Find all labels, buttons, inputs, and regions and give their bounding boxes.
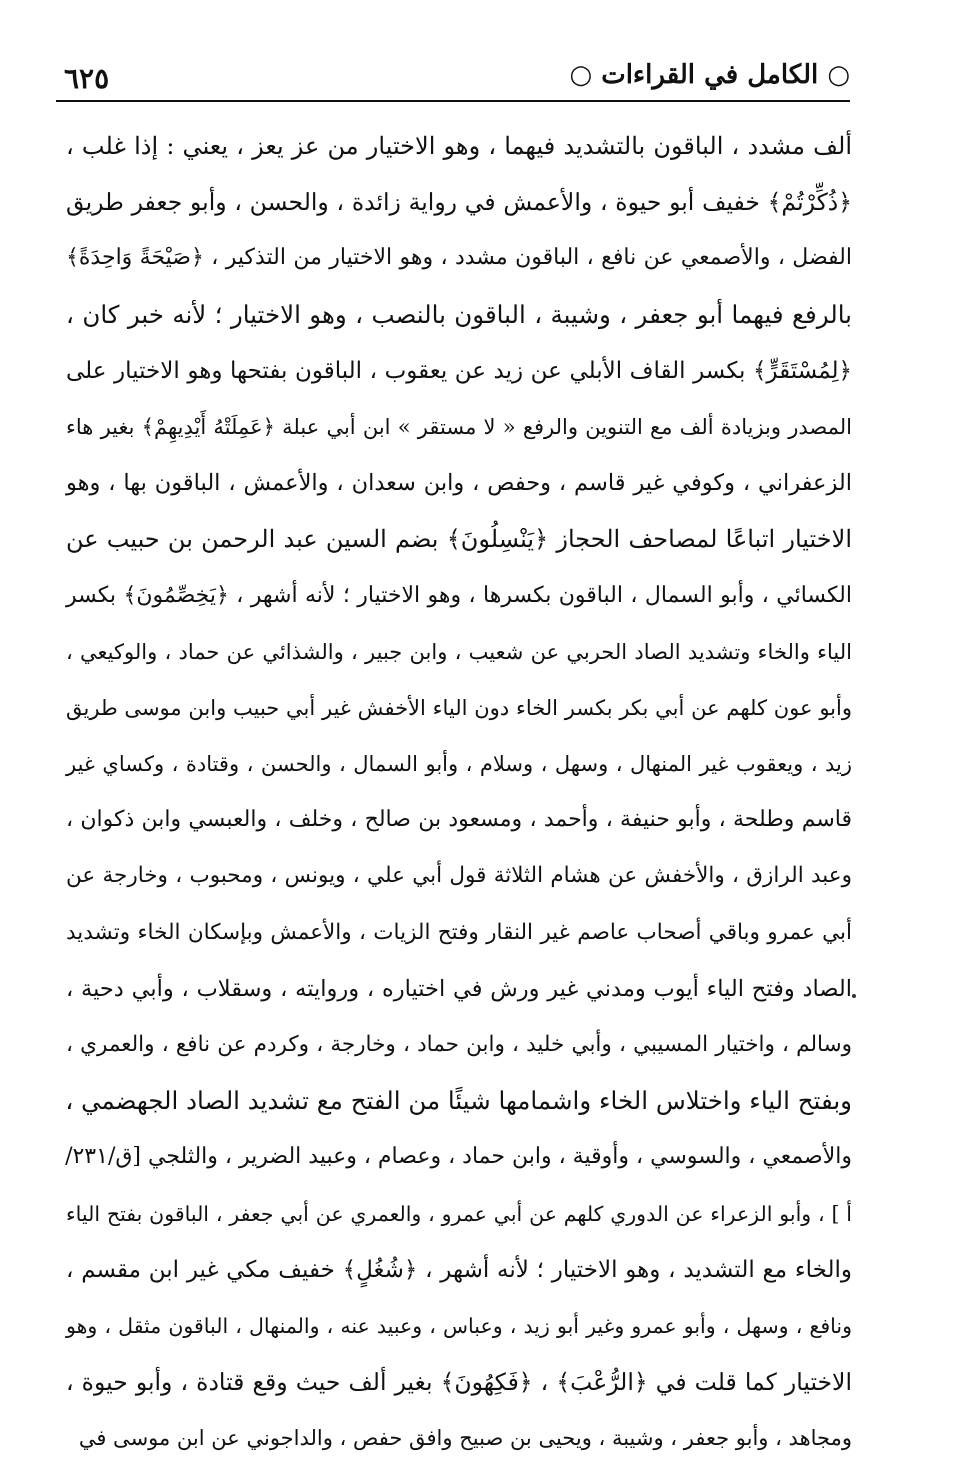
text-line: ألف مشدد ، الباقون بالتشديد فيهما ، وهو الاختيار من عز يعز ، يعني : إذا غلب ، (66, 132, 852, 160)
body-text (66, 118, 852, 1467)
stray-mark (852, 994, 856, 998)
text-line: المصدر وبزيادة ألف مع التنوين والرفع « لا مستقر » ابن أبي عبلة ﴿عَمِلَتْهُ أَيْدِيهِمْ﴾ بغير هاء (66, 414, 852, 439)
text-line: والأصمعي ، والسوسي ، وأوقية ، وابن حماد ، وعصام ، وعبيد الضرير ، والثلجي [ق/٢٣١/ (65, 1144, 852, 1170)
text-line: أبي عمرو وباقي أصحاب عاصم غير النقار وفتح الزيات ، والأعمش وبإسكان الخاء وتشديد (66, 919, 852, 945)
text-line: الكسائي ، وأبو السمال ، الباقون بكسرها ، وهو الاختيار ؛ لأنه أشهر ، ﴿يَخِصِّمُونَ﴾ بكسر (66, 582, 852, 608)
text-line: وعبد الرازق ، والأخفش عن هشام الثلاثة قول أبي علي ، ويونس ، ومحبوب ، وخارجة عن (66, 863, 852, 889)
text-line: ﴿لِمُسْتَقَرٍّ﴾ بكسر القاف الأبلي عن زيد عن يعقوب ، الباقون بفتحها وهو الاختيار على (66, 357, 852, 384)
text-line: وسالم ، واختيار المسيبي ، وأبي خليد ، وابن حماد ، وخارجة ، وكردم عن نافع ، والعمري ، (66, 1032, 852, 1057)
text-line: الفضل ، والأصمعي عن نافع ، الباقون مشدد ، وهو الاختيار من التذكير ، ﴿صَيْحَةً وَاحِدَةً﴾ (66, 245, 852, 271)
text-line: وأبو عون كلهم عن أبي بكر بكسر الخاء دون الياء الأخفش غير أبي حبيب وابن موسى طريق (66, 695, 852, 720)
text-line: قاسم وطلحة ، وأبو حنيفة ، وأحمد ، ومسعود بن صالح ، وخلف ، والعبسي وابن ذكوان ، (66, 807, 852, 833)
text-line: بالرفع فيهما أبو جعفر ، وشيبة ، الباقون بالنصب ، وهو الاختيار ؛ لأنه خبر كان ، (66, 299, 852, 329)
text-line: الزعفراني ، وكوفي غير قاسم ، وحفص ، وابن سعدان ، والأعمش ، الباقون بها ، وهو (66, 470, 852, 497)
text-line: ﴿ذُكِّرْتُمْ﴾ خفيف أبو حيوة ، والأعمش في رواية زائدة ، والحسن ، وأبو جعفر طريق (66, 188, 852, 217)
page-number: ٦٢٥ (64, 62, 110, 95)
page-header (56, 52, 850, 102)
text-line: الاختيار اتباعًا لمصاحف الحجاز ﴿يَنْسِلُونَ﴾ بضم السين عبد الرحمن بن حبيب عن (66, 525, 852, 554)
text-line: الاختيار كما قلت في ﴿الرُّعْبَ﴾ ، ﴿فَكِهُونَ﴾ بغير ألف حيث وقع قتادة ، وأبو حيوة ، (66, 1368, 852, 1397)
text-line: والخاء مع التشديد ، وهو الاختيار ؛ لأنه أشهر ، ﴿شُغُلٍ﴾ خفيف مكي غير ابن مقسم ، (66, 1256, 852, 1283)
text-line: الصاد وفتح الياء أيوب ومدني غير ورش في اختياره ، وروايته ، وسقلاب ، وأبي دحية ، (66, 975, 852, 1002)
text-line: ومجاهد ، وأبو جعفر ، وشيبة ، ويحيى بن صبيح وافق حفص ، والداجوني عن ابن موسى في (78, 1426, 852, 1451)
text-line: الياء والخاء وتشديد الصاد الحربي عن شعيب ، وابن جبير ، والشذائي عن حماد ، والوكيعي ، (66, 639, 852, 664)
text-line: زيد ، ويعقوب غير المنهال ، وسهل ، وسلام ، وأبو السمال ، والحسن ، وقتادة ، وكساي غير (66, 752, 852, 777)
text-line: ونافع ، وسهل ، وأبو عمرو وغير أبو زيد ، وعباس ، وعبيد عنه ، والمنهال ، الباقون مثقل ، وهو (66, 1313, 852, 1338)
text-line: وبفتح الياء واختلاس الخاء واشمامها شيئًا من الفتح مع تشديد الصاد الجهضمي ، (65, 1086, 852, 1116)
text-line: أ ] ، وأبو الزعراء عن الدوري كلهم عن أبي عمرو ، والعمري عن أبي جعفر ، الباقون بفتح الياء (66, 1201, 852, 1226)
running-title: ○ الكامل في القراءات ○ (569, 60, 850, 90)
